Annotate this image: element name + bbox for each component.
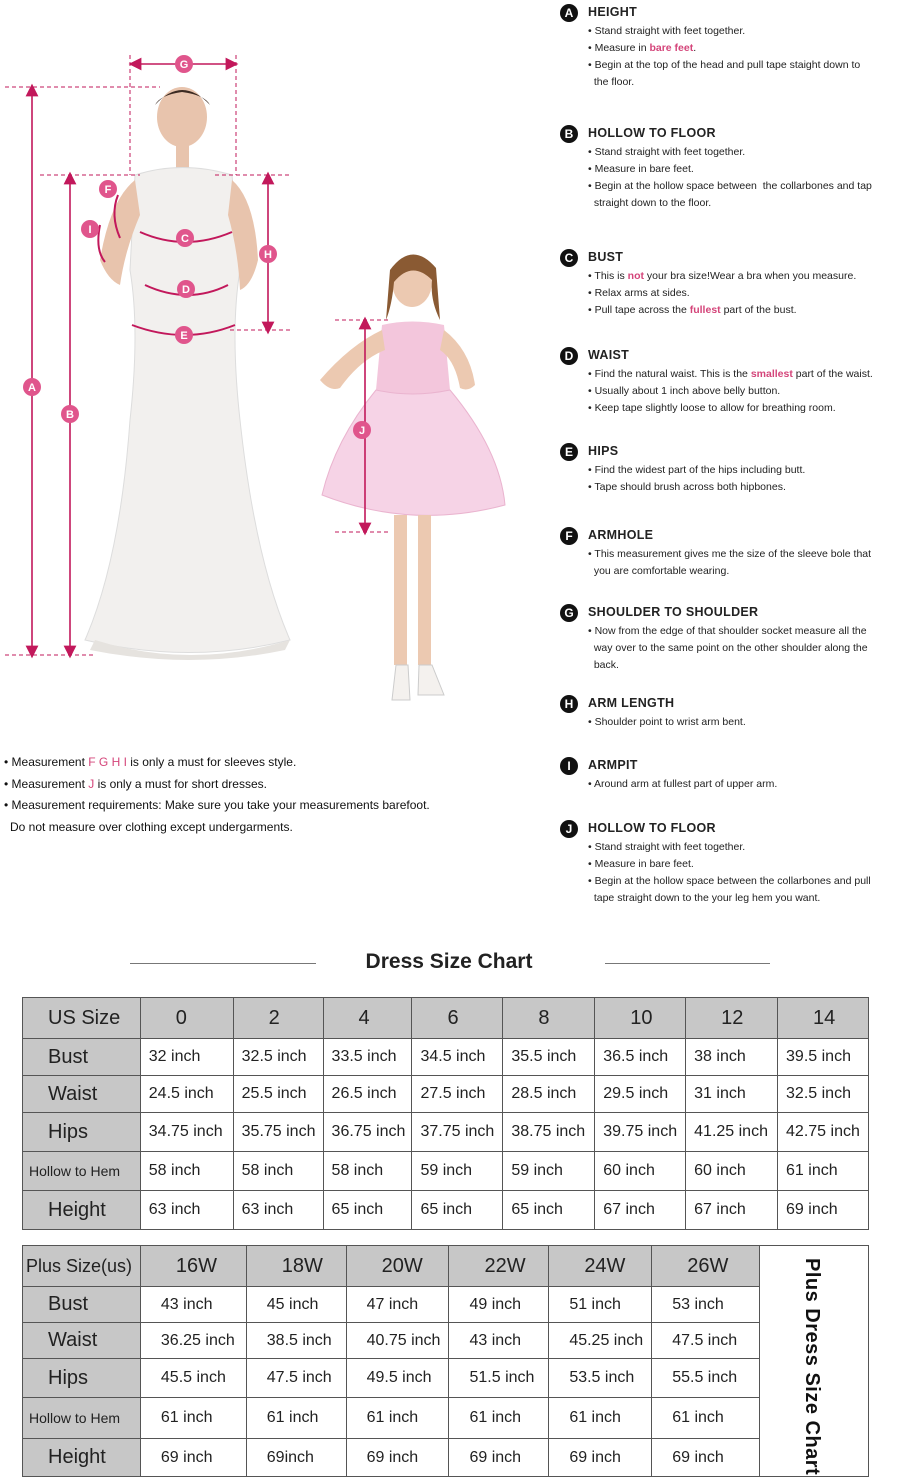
measurement-step [588, 856, 898, 873]
table-cell: 61 inch [140, 1398, 246, 1439]
figure-badge-E [175, 326, 193, 344]
us-size-table [22, 997, 869, 1230]
step-text: • This is [588, 270, 628, 282]
table-cell: 69 inch [346, 1439, 449, 1477]
step-text: part of the bust. [720, 304, 797, 316]
measurement-title: HIPS [588, 444, 619, 458]
measurement-step [588, 144, 898, 161]
svg-text:I: I [88, 224, 92, 236]
step-text: • Pull tape across the [588, 304, 690, 316]
table-cell: 60 inch [595, 1152, 686, 1191]
table-row [23, 1152, 869, 1191]
measurement-step [588, 285, 898, 302]
size-column-header: 10 [595, 998, 686, 1039]
svg-text:J: J [358, 425, 366, 437]
svg-text:C: C [181, 233, 189, 245]
table-cell: 61 inch [346, 1398, 449, 1439]
measurement-step [588, 873, 898, 890]
table-cell: 67 inch [686, 1191, 778, 1230]
table-cell: 49 inch [449, 1287, 549, 1323]
table-cell: 69inch [246, 1439, 346, 1477]
table-cell: 67 inch [595, 1191, 686, 1230]
table-cell: 65 inch [412, 1191, 503, 1230]
step-text: tape straight down to the your leg hem you want. [588, 892, 821, 904]
table-cell: 27.5 inch [412, 1076, 503, 1113]
table-cell: 38.75 inch [503, 1113, 595, 1152]
size-system-header: US Size [23, 998, 141, 1039]
plus-chart-side-text: Plus Dress Size Chart [801, 1258, 823, 1476]
row-label: Hips [23, 1359, 141, 1398]
measurement-title: ARM LENGTH [588, 696, 675, 710]
table-cell: 39.5 inch [778, 1039, 869, 1076]
measurement-title: HOLLOW TO FLOOR [588, 126, 716, 140]
table-cell: 65 inch [323, 1191, 412, 1230]
row-label: Hollow to Hem [23, 1152, 141, 1191]
svg-text:A: A [28, 382, 36, 394]
measurement-step [588, 462, 898, 479]
table-cell: 38.5 inch [246, 1323, 346, 1359]
measurement-step [588, 74, 898, 91]
table-cell: 28.5 inch [503, 1076, 595, 1113]
table-cell: 36.5 inch [595, 1039, 686, 1076]
step-text: • Stand straight with feet together. [588, 146, 746, 158]
table-cell: 34.5 inch [412, 1039, 503, 1076]
measurement-step [588, 57, 898, 74]
row-label: Waist [23, 1323, 141, 1359]
letter-badge-icon: B [560, 125, 578, 143]
size-column-header: 26W [652, 1246, 760, 1287]
measurement-step [588, 640, 898, 657]
table-cell: 69 inch [449, 1439, 549, 1477]
step-text: • Begin at the top of the head and pull tape staight down to [588, 59, 861, 71]
table-cell: 29.5 inch [595, 1076, 686, 1113]
step-text: you are comfortable wearing. [588, 565, 730, 577]
row-label: Hips [23, 1113, 141, 1152]
measurement-step [588, 366, 898, 383]
measurement-title: BUST [588, 250, 624, 264]
table-cell: 39.75 inch [595, 1113, 686, 1152]
measurement-steps [588, 462, 898, 496]
table-row [23, 1439, 760, 1477]
table-cell: 42.75 inch [778, 1113, 869, 1152]
step-text: • Find the natural waist. This is the [588, 368, 751, 380]
svg-text:H: H [264, 249, 272, 261]
measurement-step [588, 268, 898, 285]
measurement-step [588, 383, 898, 400]
figure-badge-C [176, 229, 194, 247]
table-cell: 24.5 inch [140, 1076, 233, 1113]
plus-chart-side-label [760, 1245, 869, 1477]
measurement-step [588, 657, 898, 674]
measurement-title: HOLLOW TO FLOOR [588, 821, 716, 835]
svg-text:D: D [182, 284, 190, 296]
table-cell: 51 inch [549, 1287, 652, 1323]
measurement-title: ARMHOLE [588, 528, 654, 542]
table-row [23, 1398, 760, 1439]
size-column-header: 0 [140, 998, 233, 1039]
table-cell: 61 inch [449, 1398, 549, 1439]
table-cell: 61 inch [246, 1398, 346, 1439]
svg-text:G: G [179, 59, 189, 71]
table-cell: 36.25 inch [140, 1323, 246, 1359]
table-cell: 45 inch [246, 1287, 346, 1323]
step-text: • Find the widest part of the hips including butt. [588, 464, 806, 476]
measurement-steps [588, 714, 898, 731]
table-cell: 61 inch [549, 1398, 652, 1439]
size-column-header: 4 [323, 998, 412, 1039]
table-cell: 38 inch [686, 1039, 778, 1076]
measurement-title: WAIST [588, 348, 630, 362]
table-cell: 32.5 inch [778, 1076, 869, 1113]
table-cell: 60 inch [686, 1152, 778, 1191]
size-column-header: 24W [549, 1246, 652, 1287]
table-row [23, 1076, 869, 1113]
step-text: • Stand straight with feet together. [588, 25, 746, 37]
step-text: • Tape should brush across both hipbones. [588, 481, 786, 493]
measurement-figure [0, 0, 540, 720]
size-column-header: 6 [412, 998, 503, 1039]
letter-badge-icon: G [560, 604, 578, 622]
measurement-steps [588, 23, 898, 91]
table-cell: 69 inch [140, 1439, 246, 1477]
note-clothing: Do not measure over clothing except undergarments. [10, 819, 293, 834]
title-rule-right [605, 963, 770, 964]
table-cell: 47.5 inch [246, 1359, 346, 1398]
step-text: straight down to the floor. [588, 197, 712, 209]
table-cell: 53 inch [652, 1287, 760, 1323]
row-label: Waist [23, 1076, 141, 1113]
table-row [23, 1359, 760, 1398]
step-text: • Now from the edge of that shoulder socket measure all the [588, 625, 867, 637]
step-text: • Around arm at fullest part of upper arm. [588, 778, 778, 790]
measurement-steps [588, 268, 898, 319]
note-barefoot: • Measurement requirements: Make sure you take your measurements barefoot. [4, 798, 430, 812]
chart-title: Dress Size Chart [365, 950, 533, 973]
step-text: • Usually about 1 inch above belly button. [588, 385, 781, 397]
measurement-steps [588, 776, 898, 793]
table-row [23, 1191, 869, 1230]
measurement-step [588, 563, 898, 580]
figure-badge-D [177, 280, 195, 298]
svg-text:B: B [66, 409, 74, 421]
figure-badge-F [99, 180, 117, 198]
row-label: Hollow to Hem [23, 1398, 141, 1439]
table-cell: 59 inch [412, 1152, 503, 1191]
table-cell: 61 inch [778, 1152, 869, 1191]
letter-badge-icon: A [560, 4, 578, 22]
table-header-row [23, 998, 869, 1039]
step-text: part of the waist. [792, 368, 873, 380]
measurement-step [588, 776, 898, 793]
svg-text:F: F [104, 184, 112, 196]
row-label: Height [23, 1191, 141, 1230]
table-cell: 43 inch [140, 1287, 246, 1323]
table-cell: 36.75 inch [323, 1113, 412, 1152]
size-column-header: 2 [233, 998, 323, 1039]
table-cell: 69 inch [652, 1439, 760, 1477]
highlight-text: not [627, 270, 644, 282]
figure-badge-B [61, 405, 79, 423]
step-text: way over to the same point on the other shoulder along the [588, 642, 868, 654]
table-row [23, 1039, 869, 1076]
table-row [23, 1323, 760, 1359]
highlight-text: smallest [750, 368, 793, 380]
measurement-step [588, 195, 898, 212]
figure-badge-A [23, 378, 41, 396]
note-short-dress: • Measurement J is only a must for short dresses. [4, 776, 267, 791]
table-cell: 41.25 inch [686, 1113, 778, 1152]
table-cell: 26.5 inch [323, 1076, 412, 1113]
table-cell: 63 inch [140, 1191, 233, 1230]
step-text: . [693, 42, 697, 54]
letter-badge-icon: D [560, 347, 578, 365]
table-cell: 32 inch [140, 1039, 233, 1076]
table-cell: 45.25 inch [549, 1323, 652, 1359]
measurement-step [588, 623, 898, 640]
step-text: • Shoulder point to wrist arm bent. [588, 716, 746, 728]
table-cell: 58 inch [323, 1152, 412, 1191]
step-text: back. [588, 659, 619, 671]
table-cell: 35.75 inch [233, 1113, 323, 1152]
table-cell: 63 inch [233, 1191, 323, 1230]
table-cell: 25.5 inch [233, 1076, 323, 1113]
measurement-step [588, 23, 898, 40]
table-cell: 49.5 inch [346, 1359, 449, 1398]
letter-badge-icon: E [560, 443, 578, 461]
table-row [23, 1113, 869, 1152]
measurement-title: HEIGHT [588, 5, 638, 19]
table-cell: 58 inch [233, 1152, 323, 1191]
measurement-step [588, 40, 898, 57]
measurement-step [588, 302, 898, 319]
table-cell: 65 inch [503, 1191, 595, 1230]
step-text: • Stand straight with feet together. [588, 841, 746, 853]
figure-badge-J [353, 421, 371, 439]
table-cell: 61 inch [652, 1398, 760, 1439]
table-cell: 51.5 inch [449, 1359, 549, 1398]
table-cell: 59 inch [503, 1152, 595, 1191]
row-label: Height [23, 1439, 141, 1477]
size-column-header: 12 [686, 998, 778, 1039]
measurement-step [588, 839, 898, 856]
size-column-header: 16W [140, 1246, 246, 1287]
measurement-step [588, 546, 898, 563]
table-cell: 55.5 inch [652, 1359, 760, 1398]
svg-text:E: E [180, 330, 188, 342]
table-cell: 47 inch [346, 1287, 449, 1323]
step-text: • Begin at the hollow space between the collarbones and pull [588, 875, 871, 887]
step-text: • Measure in bare feet. [588, 858, 694, 870]
size-system-header: Plus Size(us) [23, 1246, 141, 1287]
size-column-header: 22W [449, 1246, 549, 1287]
row-label: Bust [23, 1039, 141, 1076]
size-column-header: 20W [346, 1246, 449, 1287]
table-cell: 69 inch [549, 1439, 652, 1477]
step-text: • Begin at the hollow space between the collarbones and tap [588, 180, 872, 192]
girl-figure [320, 254, 505, 700]
table-cell: 37.75 inch [412, 1113, 503, 1152]
letter-badge-icon: I [560, 757, 578, 775]
step-text: • Measure in bare feet. [588, 163, 694, 175]
measurement-step [588, 479, 898, 496]
table-row [23, 1287, 760, 1323]
table-cell: 43 inch [449, 1323, 549, 1359]
size-column-header: 8 [503, 998, 595, 1039]
measurement-step [588, 890, 898, 907]
figure-badge-I [81, 220, 99, 238]
row-label: Bust [23, 1287, 141, 1323]
plus-size-table [22, 1245, 760, 1477]
table-cell: 33.5 inch [323, 1039, 412, 1076]
letter-badge-icon: F [560, 527, 578, 545]
highlight-text: bare feet [649, 42, 694, 54]
measurement-step [588, 400, 898, 417]
measurement-steps [588, 144, 898, 212]
table-cell: 45.5 inch [140, 1359, 246, 1398]
step-text: • Measure in [588, 42, 650, 54]
highlight-text: fullest [689, 304, 721, 316]
step-text: • This measurement gives me the size of the sleeve bole that [588, 548, 872, 560]
table-cell: 32.5 inch [233, 1039, 323, 1076]
table-cell: 40.75 inch [346, 1323, 449, 1359]
letter-badge-icon: H [560, 695, 578, 713]
table-cell: 53.5 inch [549, 1359, 652, 1398]
note-sleeves: • Measurement F G H I is only a must for sleeves style. [4, 755, 297, 769]
figure-badge-G [175, 55, 193, 73]
measurement-steps [588, 623, 898, 674]
measurement-title: ARMPIT [588, 758, 638, 772]
step-text: • Relax arms at sides. [588, 287, 690, 299]
table-header-row [23, 1246, 760, 1287]
table-cell: 34.75 inch [140, 1113, 233, 1152]
letter-badge-icon: C [560, 249, 578, 267]
measurement-notes [4, 752, 524, 838]
measurement-steps [588, 366, 898, 417]
measurement-title: SHOULDER TO SHOULDER [588, 605, 759, 619]
size-column-header: 14 [778, 998, 869, 1039]
figure-badge-H [259, 245, 277, 263]
table-cell: 58 inch [140, 1152, 233, 1191]
measurement-step [588, 714, 898, 731]
size-column-header: 18W [246, 1246, 346, 1287]
measurement-step [588, 161, 898, 178]
measurement-step [588, 178, 898, 195]
table-cell: 31 inch [686, 1076, 778, 1113]
table-cell: 35.5 inch [503, 1039, 595, 1076]
table-cell: 69 inch [778, 1191, 869, 1230]
step-text: your bra size!Wear a bra when you measure. [644, 270, 857, 282]
step-text: • Keep tape slightly loose to allow for breathing room. [588, 402, 836, 414]
letter-badge-icon: J [560, 820, 578, 838]
bride-figure [85, 87, 290, 660]
table-cell: 47.5 inch [652, 1323, 760, 1359]
measurement-steps [588, 839, 898, 907]
step-text: the floor. [588, 76, 635, 88]
measurement-steps [588, 546, 898, 580]
